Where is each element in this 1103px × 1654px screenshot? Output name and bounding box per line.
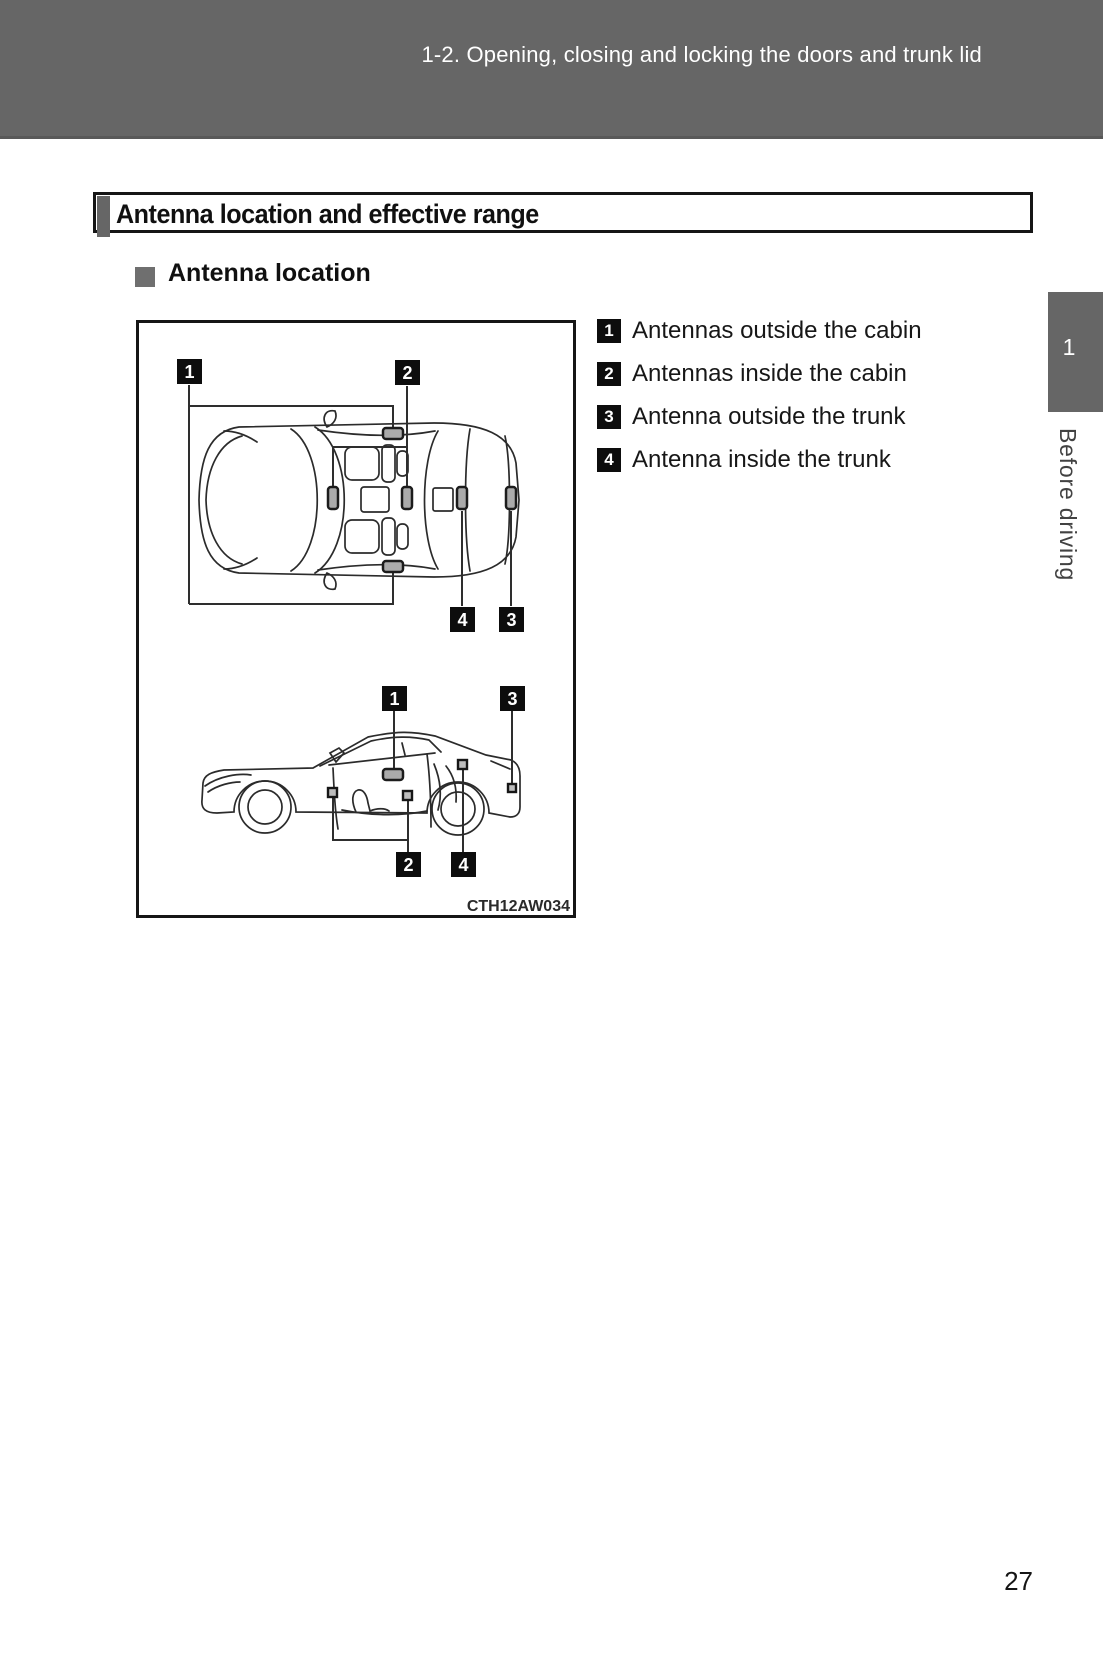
badge-4-top-view-num: 4 (457, 610, 468, 630)
seat-outline (353, 790, 389, 812)
trunk-outside-antenna-mark (508, 784, 516, 792)
door-handle-antenna-bottom (383, 561, 403, 572)
legend-label-2: Antennas inside the cabin (632, 360, 907, 387)
chapter-label-vertical: Before driving (1055, 428, 1081, 582)
badge-4-side-view-num: 4 (458, 855, 469, 875)
legend-badge-3: 3 (597, 405, 621, 429)
side-view-connector-lines (333, 711, 512, 852)
front-wheel (239, 781, 291, 833)
side-view-antennas (383, 769, 403, 780)
subsection-title: Antenna location (168, 259, 371, 287)
legend-item (597, 362, 922, 386)
chapter-number: 1 (1062, 334, 1076, 360)
page-number: 27 (1004, 1566, 1033, 1596)
side-view-antenna-marks (328, 760, 516, 800)
cabin-antenna-mark-front (328, 788, 337, 797)
antenna-legend (597, 319, 922, 491)
section-title: Antenna location and effective range (116, 199, 539, 229)
badge-2-side-view-num: 2 (403, 855, 414, 875)
cabin-antenna-front (328, 487, 338, 509)
door-handle-antenna-top (383, 428, 403, 439)
legend-label-3: Antenna outside the trunk (632, 403, 906, 430)
section-accent-bar (97, 196, 110, 237)
figure-box (136, 320, 576, 918)
top-view-antennas (328, 428, 516, 572)
legend-badge-2: 2 (597, 362, 621, 386)
legend-item (597, 405, 922, 429)
badge-1-side-view-num: 1 (389, 689, 400, 709)
tail-lamp-line (491, 761, 510, 769)
subsection-bullet-icon (135, 267, 155, 287)
legend-label-1: Antennas outside the cabin (632, 317, 922, 344)
figure-code: CTH12AW034 (466, 898, 570, 915)
legend-badge-4: 4 (597, 448, 621, 472)
cabin-antenna-rear (402, 487, 412, 509)
legend-badge-1: 1 (597, 319, 621, 343)
door-handle-antenna-side (383, 769, 403, 780)
badge-2-top-view-num: 2 (402, 363, 413, 383)
car-top-view (199, 411, 519, 590)
trunk-inside-antenna-mark (458, 760, 467, 769)
breadcrumb: 1-2. Opening, closing and locking the doors and trunk lid (421, 42, 982, 67)
trunk-outside-antenna (506, 487, 516, 509)
legend-item (597, 319, 922, 343)
badge-3-side-view-num: 3 (507, 689, 518, 709)
antenna-location-diagram (139, 323, 573, 915)
legend-label-4: Antenna inside the trunk (632, 446, 891, 473)
trunk-inside-antenna (457, 487, 467, 509)
legend-item (597, 448, 922, 472)
badge-1-top-view-num: 1 (184, 362, 195, 382)
cabin-antenna-mark-rear (403, 791, 412, 800)
badge-3-top-view-num: 3 (506, 610, 517, 630)
header-band (0, 0, 1103, 139)
chapter-tab (1048, 292, 1103, 412)
car-side-view (202, 732, 520, 835)
